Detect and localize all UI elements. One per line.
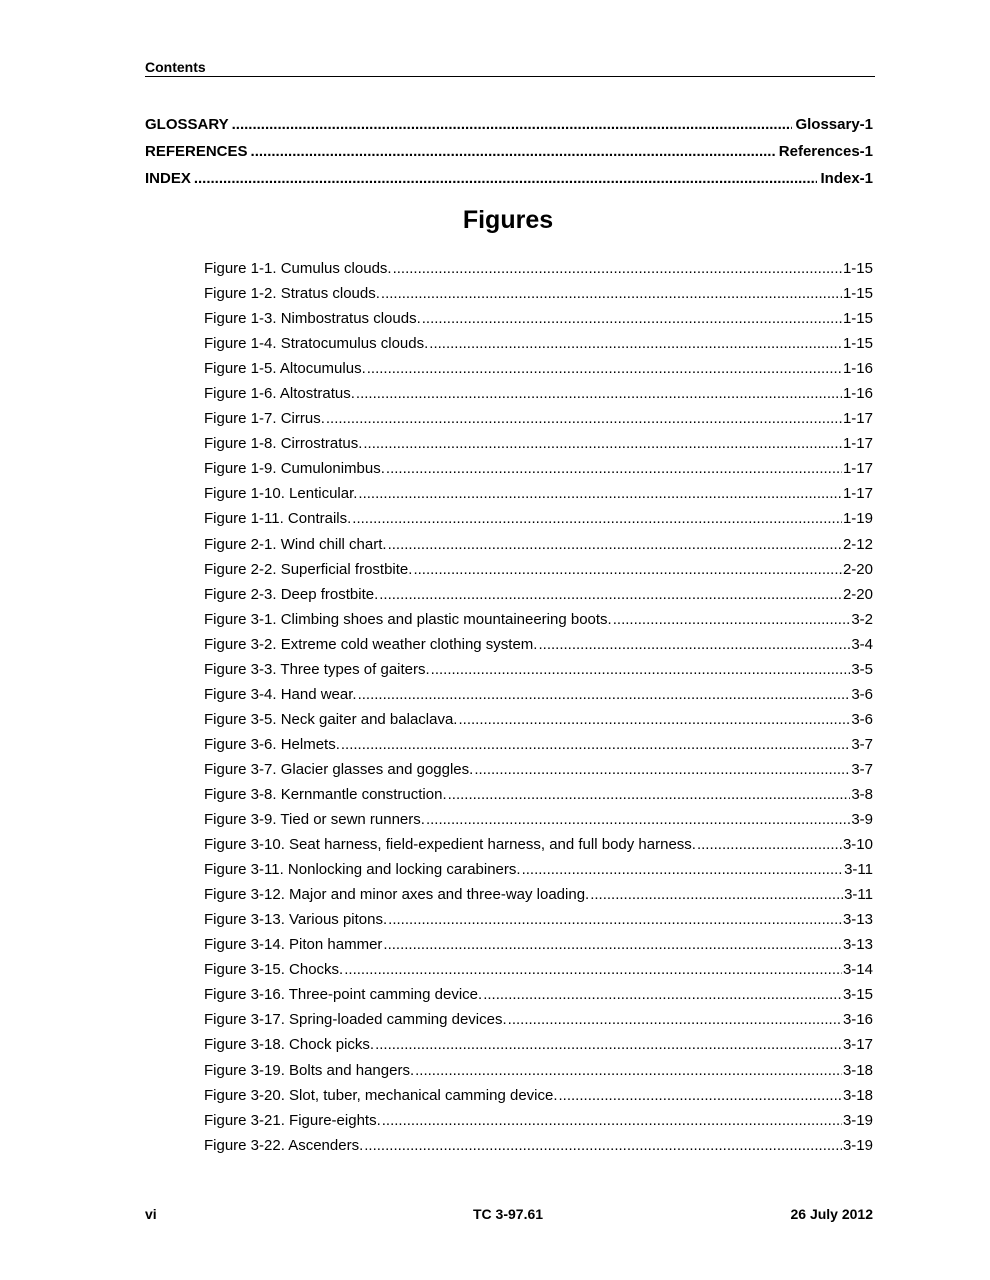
figure-page: 2-20: [842, 585, 873, 603]
figure-label: Figure 3-5. Neck gaiter and balaclava.: [204, 710, 458, 728]
figure-list-item[interactable]: [204, 406, 873, 431]
toc-label: GLOSSARY: [145, 116, 229, 133]
dot-leader: [358, 485, 842, 502]
figure-label: Figure 3-2. Extreme cold weather clothing system.: [204, 635, 538, 653]
figure-label: Figure 3-22. Ascenders.: [204, 1136, 364, 1154]
toc-page: Glossary-1: [795, 116, 873, 133]
figure-list-item[interactable]: [204, 682, 873, 707]
toc-label: REFERENCES: [145, 143, 248, 160]
figure-label: Figure 3-13. Various pitons.: [204, 911, 388, 929]
figure-page: 1-16: [842, 385, 873, 403]
dot-leader: [379, 586, 842, 603]
dot-leader: [483, 986, 842, 1003]
figure-page: 1-16: [842, 360, 873, 378]
figure-list-item[interactable]: [204, 1058, 873, 1083]
figure-label: Figure 3-18. Chock picks.: [204, 1036, 375, 1054]
figure-page: 3-9: [851, 811, 873, 829]
figure-label: Figure 1-3. Nimbostratus clouds.: [204, 310, 421, 328]
figure-label: Figure 1-7. Cirrus.: [204, 410, 325, 428]
dot-leader: [352, 510, 842, 527]
figure-label: Figure 1-11. Contrails.: [204, 510, 352, 528]
figure-page: 3-18: [842, 1086, 873, 1104]
figure-page: 3-16: [842, 1011, 873, 1029]
figure-label: Figure 1-4. Stratocumulus clouds.: [204, 335, 429, 353]
dot-leader: [251, 143, 776, 160]
figure-label: Figure 2-3. Deep frostbite.: [204, 585, 379, 603]
figure-label: Figure 3-10. Seat harness, field-expedient harness, and full body harness.: [204, 836, 696, 854]
figure-page: 3-2: [851, 610, 873, 628]
figure-list-item[interactable]: [204, 1108, 873, 1133]
figure-page: 3-6: [851, 685, 873, 703]
figure-page: 2-20: [842, 560, 873, 578]
figure-page: 1-17: [842, 410, 873, 428]
toc-page: References-1: [778, 143, 873, 160]
figure-page: 1-15: [842, 310, 873, 328]
figure-label: Figure 3-7. Glacier glasses and goggles.: [204, 760, 474, 778]
figure-label: Figure 3-11. Nonlocking and locking carabiners.: [204, 861, 521, 879]
dot-leader: [393, 260, 842, 277]
dot-leader: [388, 911, 842, 928]
figure-label: Figure 3-15. Chocks.: [204, 961, 344, 979]
figure-label: Figure 2-2. Superficial frostbite.: [204, 560, 413, 578]
figure-page: 3-13: [842, 936, 873, 954]
figure-page: 3-19: [842, 1111, 873, 1129]
figure-page: 3-10: [842, 836, 873, 854]
figure-label: Figure 3-1. Climbing shoes and plastic mountaineering boots.: [204, 610, 612, 628]
toc-label: INDEX: [145, 170, 191, 187]
figure-page: 1-15: [842, 260, 873, 278]
figure-label: Figure 3-17. Spring-loaded camming devices.: [204, 1011, 507, 1029]
dot-leader: [474, 761, 850, 778]
page-number: vi: [145, 1206, 157, 1222]
page-footer: [145, 1206, 873, 1226]
figure-label: Figure 1-9. Cumulonimbus.: [204, 460, 385, 478]
figure-label: Figure 3-3. Three types of gaiters.: [204, 660, 430, 678]
dot-leader: [422, 310, 842, 327]
figure-label: Figure 1-2. Stratus clouds.: [204, 285, 380, 303]
toc-entry-glossary[interactable]: [145, 116, 873, 136]
running-header: [145, 59, 875, 77]
document-id: TC 3-97.61: [473, 1206, 544, 1222]
dot-leader: [386, 460, 842, 477]
dot-leader: [358, 686, 851, 703]
figure-list-item[interactable]: [204, 857, 873, 882]
figure-list-item[interactable]: [204, 632, 873, 657]
dot-leader: [426, 811, 850, 828]
dot-leader: [413, 561, 842, 578]
dot-leader: [538, 636, 850, 653]
figure-list-item[interactable]: [204, 707, 873, 732]
figure-page: 1-17: [842, 460, 873, 478]
toc-entry-index[interactable]: [145, 170, 873, 190]
dot-leader: [613, 611, 851, 628]
figure-list-item[interactable]: [204, 607, 873, 632]
dot-leader: [363, 435, 842, 452]
document-date: 26 July 2012: [790, 1206, 873, 1222]
dot-leader: [381, 285, 842, 302]
figure-page: 1-15: [842, 285, 873, 303]
figure-page: 3-7: [851, 760, 873, 778]
figure-list-item[interactable]: [204, 456, 873, 481]
dot-leader: [559, 1087, 842, 1104]
figure-page: 3-13: [842, 911, 873, 929]
dot-leader: [356, 385, 842, 402]
figure-list-item[interactable]: [204, 381, 873, 406]
figure-list-item[interactable]: [204, 757, 873, 782]
figure-list-item[interactable]: [204, 431, 873, 456]
dot-leader: [364, 1137, 842, 1154]
figure-page: 3-17: [842, 1036, 873, 1054]
dot-leader: [508, 1011, 842, 1028]
figure-list-item[interactable]: [204, 557, 873, 582]
figure-page: 1-17: [842, 485, 873, 503]
dot-leader: [429, 335, 842, 352]
figure-label: Figure 3-12. Major and minor axes and three-way loading.: [204, 886, 590, 904]
figure-label: Figure 3-19. Bolts and hangers.: [204, 1061, 415, 1079]
figure-list-item[interactable]: [204, 582, 873, 607]
figure-label: Figure 1-1. Cumulus clouds.: [204, 260, 392, 278]
figure-page: 1-17: [842, 435, 873, 453]
figure-list-item[interactable]: [204, 932, 873, 957]
figure-list-item[interactable]: [204, 832, 873, 857]
figure-page: 3-11: [844, 886, 873, 904]
figure-page: 1-15: [842, 335, 873, 353]
figure-list-item[interactable]: [204, 256, 873, 281]
figure-list-item[interactable]: [204, 907, 873, 932]
figure-list-item[interactable]: [204, 807, 873, 832]
figure-list-item[interactable]: [204, 882, 873, 907]
dot-leader: [415, 1062, 842, 1079]
figure-list-item[interactable]: [204, 732, 873, 757]
dot-leader: [383, 936, 842, 953]
figure-page: 3-18: [842, 1061, 873, 1079]
figure-list-item[interactable]: [204, 306, 873, 331]
figure-label: Figure 3-16. Three-point camming device.: [204, 986, 483, 1004]
figure-page: 3-15: [842, 986, 873, 1004]
figure-page: 3-7: [851, 735, 873, 753]
dot-leader: [341, 736, 850, 753]
figure-page: 3-19: [842, 1136, 873, 1154]
figure-list-item[interactable]: [204, 481, 873, 506]
figure-label: Figure 1-10. Lenticular.: [204, 485, 358, 503]
figure-label: Figure 1-6. Altostratus.: [204, 385, 355, 403]
figure-label: Figure 2-1. Wind chill chart.: [204, 535, 387, 553]
figure-list-item[interactable]: [204, 356, 873, 381]
figure-list-item[interactable]: [204, 1083, 873, 1108]
figure-list-item[interactable]: [204, 782, 873, 807]
figure-list-item[interactable]: [204, 1032, 873, 1057]
dot-leader: [697, 836, 842, 853]
figures-list: [204, 256, 873, 1158]
dot-leader: [458, 711, 850, 728]
dot-leader: [590, 886, 843, 903]
figure-page: 2-12: [842, 535, 873, 553]
dot-leader: [326, 410, 842, 427]
figure-page: 3-6: [851, 710, 873, 728]
figure-list-item[interactable]: [204, 957, 873, 982]
dot-leader: [194, 170, 818, 187]
figure-label: Figure 3-6. Helmets.: [204, 735, 340, 753]
figure-page: 3-4: [851, 635, 873, 653]
dot-leader: [367, 360, 842, 377]
figure-page: 1-19: [842, 510, 873, 528]
figure-list-item[interactable]: [204, 657, 873, 682]
dot-leader: [382, 1112, 842, 1129]
toc-page: Index-1: [820, 170, 873, 187]
dot-leader: [448, 786, 851, 803]
toc-entry-references[interactable]: [145, 143, 873, 163]
figure-label: Figure 3-14. Piton hammer: [204, 936, 383, 954]
figure-list-item[interactable]: [204, 506, 873, 531]
figure-label: Figure 3-8. Kernmantle construction.: [204, 786, 447, 803]
figure-list-item[interactable]: [204, 331, 873, 356]
figure-list-item[interactable]: [204, 532, 873, 557]
figure-label: Figure 1-8. Cirrostratus.: [204, 435, 363, 453]
figure-label: Figure 3-21. Figure-eights.: [204, 1111, 381, 1129]
dot-leader: [522, 861, 844, 878]
figure-list-item[interactable]: [204, 1007, 873, 1032]
figure-list-item[interactable]: [204, 982, 873, 1007]
figure-list-item[interactable]: [204, 1133, 873, 1158]
figure-label: Figure 1-5. Altocumulus.: [204, 360, 366, 378]
dot-leader: [388, 536, 842, 553]
figure-list-item[interactable]: [204, 281, 873, 306]
header-title: Contents: [145, 59, 206, 75]
figure-label: Figure 3-4. Hand wear.: [204, 685, 357, 703]
figure-label: Figure 3-20. Slot, tuber, mechanical camming device.: [204, 1086, 558, 1104]
figures-heading: Figures: [462, 206, 554, 234]
dot-leader: [431, 661, 851, 678]
figure-page: 3-14: [842, 961, 873, 979]
figure-label: Figure 3-9. Tied or sewn runners.: [204, 811, 425, 829]
dot-leader: [232, 116, 793, 133]
dot-leader: [375, 1036, 842, 1053]
figure-page: 3-5: [851, 660, 873, 678]
figure-page: 3-11: [844, 861, 873, 879]
figure-page: 3-8: [851, 786, 873, 803]
dot-leader: [344, 961, 842, 978]
